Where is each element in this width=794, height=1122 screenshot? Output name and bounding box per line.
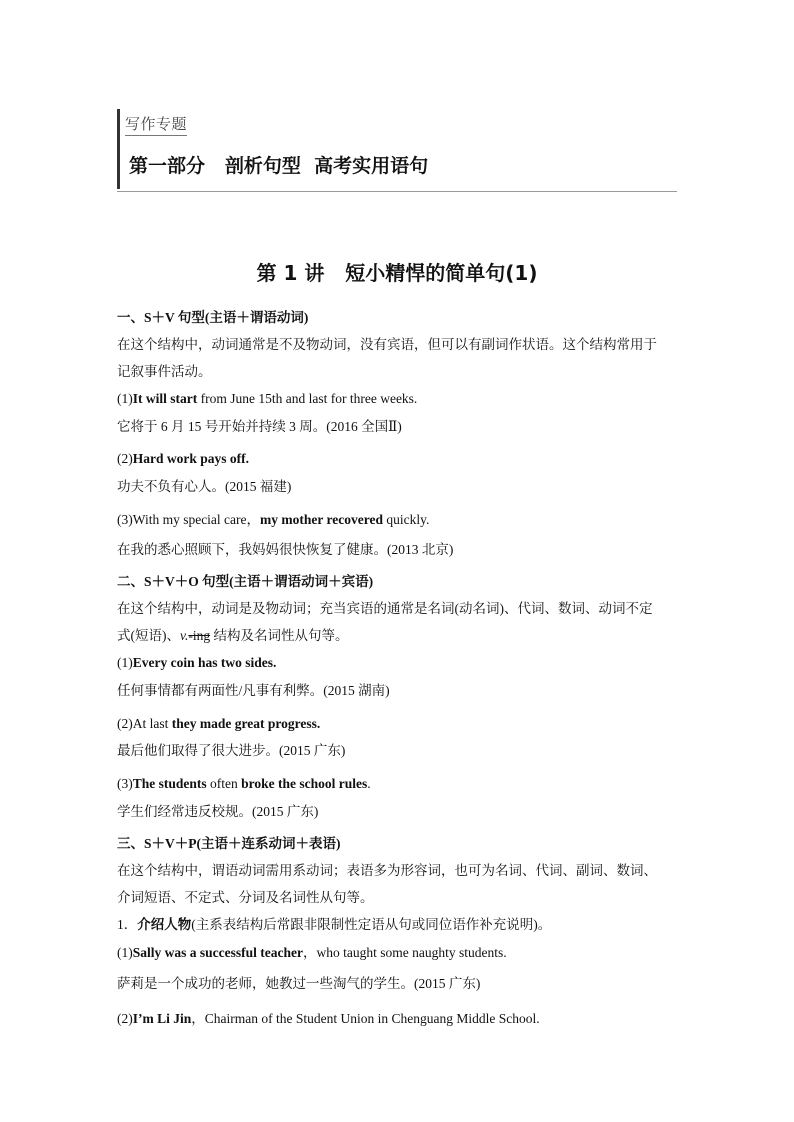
example-translation: 学生们经常违反校规。(2015 广东) — [117, 804, 319, 819]
example-translation: 任何事情都有两面性/凡事有利弊。(2015 湖南) — [117, 683, 390, 698]
example-sentence: (1)Every coin has two sides. — [117, 655, 277, 670]
example-sentence: (3)With my special care，my mother recovered quickly. — [117, 512, 430, 527]
example-sentence: (1)Sally was a successful teacher，who taught some naughty students. — [117, 945, 507, 960]
subsection-heading: 1．介绍人物(主系表结构后常跟非限制性定语从句或同位语作补充说明)。 — [117, 917, 552, 932]
section-heading-svp: 三、S＋V＋P(主语＋连系动词＋表语) — [117, 836, 341, 851]
section-desc-line: 介词短语、不定式、分词及名词性从句等。 — [117, 890, 374, 905]
example-sentence: (2)At last they made great progress. — [117, 716, 321, 731]
part-title: 第一部分 剖析句型 高考实用语句 — [129, 155, 429, 177]
lecture-title: 第 1 讲 短小精悍的简单句(1) — [256, 261, 538, 285]
section-heading-svo: 二、S＋V＋O 句型(主语＋谓语动词＋宾语) — [117, 574, 374, 589]
section-heading-sv: 一、S＋V 句型(主语＋谓语动词) — [117, 310, 309, 325]
section-desc-line: 式(短语)、v.-ing 结构及名词性从句等。 — [117, 628, 349, 643]
example-translation: 在我的悉心照顾下，我妈妈很快恢复了健康。(2013 北京) — [117, 542, 454, 557]
section-header — [117, 109, 677, 192]
section-desc-line: 在这个结构中，动词通常是不及物动词，没有宾语，但可以有副词作状语。这个结构常用于 — [117, 337, 657, 352]
example-translation: 它将于 6 月 15 号开始并持续 3 周。(2016 全国Ⅱ) — [117, 419, 402, 434]
section-desc-line: 在这个结构中，动词是及物动词；充当宾语的通常是名词(动名词)、代词、数词、动词不定 — [117, 601, 653, 616]
example-translation: 最后他们取得了很大进步。(2015 广东) — [117, 743, 346, 758]
section-desc-line: 记叙事件活动。 — [117, 364, 212, 379]
header-accent-bar — [117, 109, 120, 189]
example-translation: 萨莉是一个成功的老师，她教过一些淘气的学生。(2015 广东) — [117, 976, 481, 991]
example-sentence: (3)The students often broke the school rules. — [117, 776, 371, 791]
example-translation: 功夫不负有心人。(2015 福建) — [117, 479, 292, 494]
example-sentence: (2)Hard work pays off. — [117, 451, 250, 466]
example-sentence: (2)I’m Li Jin，Chairman of the Student Union in Chenguang Middle School. — [117, 1011, 540, 1026]
example-sentence: (1)It will start from June 15th and last for three weeks. — [117, 391, 418, 406]
section-desc-line: 在这个结构中，谓语动词需用系动词；表语多为形容词，也可为名词、代词、副词、数词、 — [117, 863, 657, 878]
header-tag: 写作专题 — [125, 113, 187, 136]
